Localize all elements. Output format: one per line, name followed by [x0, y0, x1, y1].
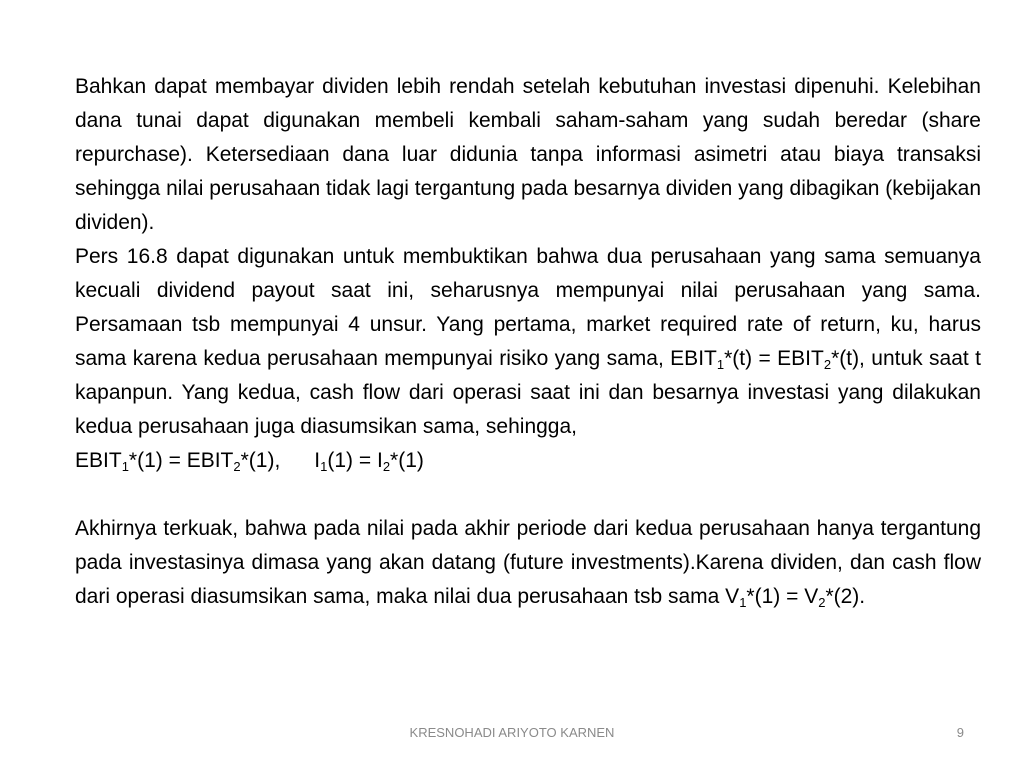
paragraph-conclusion	[75, 512, 981, 614]
slide-body	[75, 70, 981, 614]
paragraph-2-text-c: *(t), untuk saat t kapanpun. Yang kedua, cash flow dari operasi saat ini dan besarnya investasi yang dilakukan kedua perusahaan juga diasumsikan sama, sehingga,	[75, 347, 981, 438]
equation-subscript-3: 1	[320, 459, 328, 474]
equation-ebit-right: *(1),	[240, 449, 281, 472]
subscript-v2: 2	[818, 595, 826, 610]
equation-investment-right: *(1)	[390, 449, 424, 472]
paragraph-1-text: Bahkan dapat membayar dividen lebih rendah setelah kebutuhan investasi dipenuhi. Kelebihan dana tunai dapat digunakan membeli kembali saham-saham yang sudah beredar (share repurchase). Ketersediaan dana luar didunia tanpa informasi asimetri atau biaya transaksi sehingga nilai perusahaan tidak lagi tergantung pada besarnya dividen yang dibagikan (kebijakan dividen).	[75, 75, 981, 234]
paragraph-equation-16-8	[75, 240, 981, 444]
paragraph-spacer	[75, 478, 981, 512]
paragraph-dividend-repurchase	[75, 70, 981, 240]
equation-ebit-left: EBIT	[75, 449, 122, 472]
paragraph-3-text-a: Akhirnya terkuak, bahwa pada nilai pada akhir periode dari kedua perusahaan hanya tergantung pada investasinya dimasa yang akan datang (future investments).Karena dividen, dan cash flow dari operasi diasumsikan sama, maka nilai dua perusahaan tsb sama V	[75, 517, 981, 608]
subscript-v1: 1	[739, 595, 747, 610]
equation-investment-mid: (1) = I	[327, 449, 383, 472]
paragraph-3-text-c: *(2).	[825, 585, 866, 608]
equation-line	[75, 444, 981, 478]
subscript-2: 2	[823, 357, 832, 372]
equation-subscript-4: 2	[382, 459, 391, 474]
equation-subscript-2: 2	[233, 459, 241, 474]
paragraph-2-text-a: Pers 16.8 dapat digunakan untuk membuktikan bahwa dua perusahaan yang sama semuanya kecuali dividend payout saat ini, seharusnya mempunyai nilai perusahaan yang sama. Persamaan tsb mempunyai 4 unsur. Yang pertama, market required rate of return, ku, harus sama karena kedua perusahaan mempunyai risiko yang sama, EBIT	[75, 245, 981, 370]
footer-author: KRESNOHADI ARIYOTO KARNEN	[409, 725, 615, 740]
equation-ebit-mid: *(1) = EBIT	[128, 449, 234, 472]
subscript-1: 1	[716, 357, 725, 372]
equation-investment-left: I	[314, 449, 321, 472]
footer-page-number: 9	[956, 725, 964, 740]
paragraph-2-text-b: *(t) = EBIT	[724, 347, 824, 370]
equation-subscript-1: 1	[121, 459, 129, 474]
paragraph-3-text-b: *(1) = V	[746, 585, 819, 608]
